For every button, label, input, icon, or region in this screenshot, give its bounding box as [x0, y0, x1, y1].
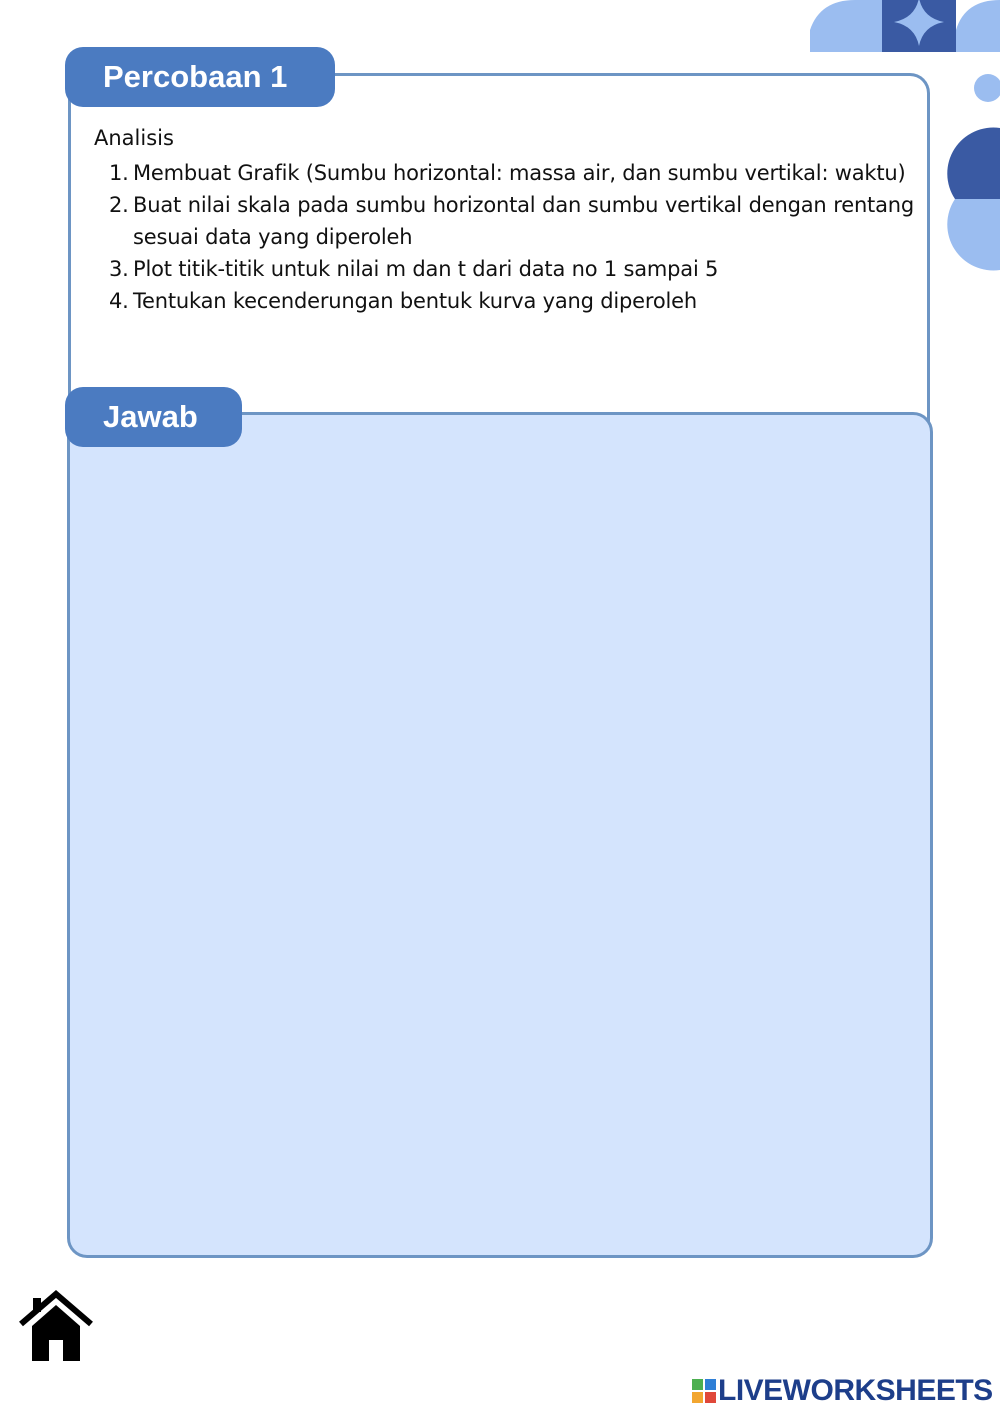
step-number: 1. — [109, 161, 129, 185]
step-text: Buat nilai skala pada sumbu horizontal dan sumbu vertikal dengan rentang sesuai data yang diperoleh — [133, 193, 914, 249]
section-tab-jawab: Jawab — [65, 387, 242, 447]
home-icon[interactable] — [18, 1290, 94, 1362]
list-item — [94, 189, 914, 253]
step-number: 4. — [109, 289, 129, 313]
analysis-section — [94, 124, 914, 317]
analysis-steps — [94, 157, 914, 317]
step-text: Membuat Grafik (Sumbu horizontal: massa air, dan sumbu vertikal: waktu) — [133, 161, 906, 185]
analysis-heading: Analisis — [94, 126, 174, 150]
step-number: 2. — [109, 193, 129, 217]
step-text: Plot titik-titik untuk nilai m dan t dari data no 1 sampai 5 — [133, 257, 719, 281]
liveworksheets-logo-icon — [692, 1379, 716, 1403]
brand-footer — [692, 1374, 993, 1408]
list-item — [94, 285, 914, 317]
brand-name: LIVEWORKSHEETS — [718, 1374, 993, 1407]
step-text: Tentukan kecenderungan bentuk kurva yang diperoleh — [133, 289, 697, 313]
list-item — [94, 157, 914, 189]
list-item — [94, 253, 914, 285]
answer-area[interactable] — [67, 412, 933, 1258]
step-number: 3. — [109, 257, 129, 281]
section-tab-percobaan: Percobaan 1 — [65, 47, 335, 107]
